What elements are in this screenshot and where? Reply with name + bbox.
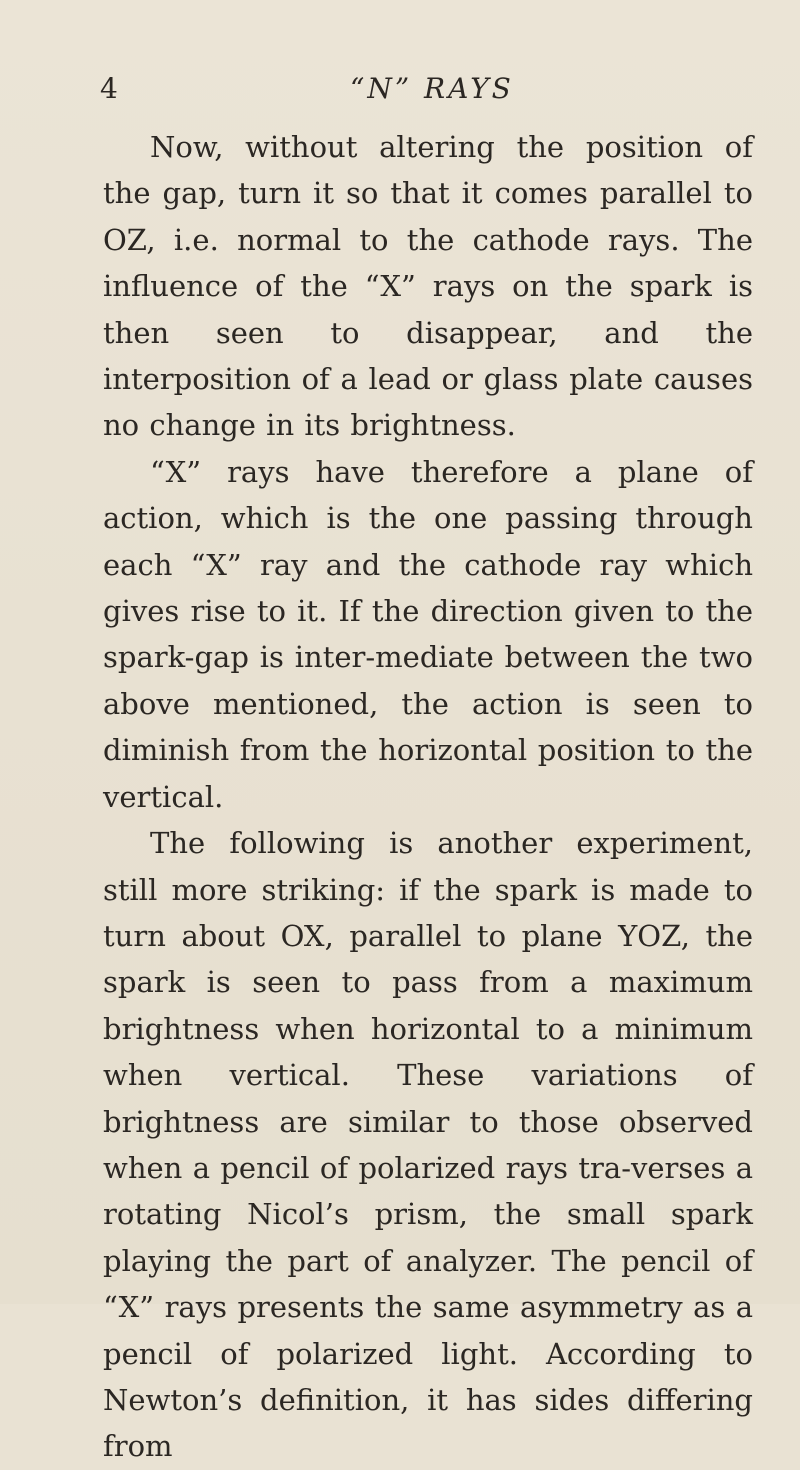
paragraph: The following is another experiment, still more striking: if the spark is made to turn about OX, parallel to plane YOZ, the spark is seen to pass from a maximum brightness when horizontal to a minimum when vertical. These variations of brightness are similar to those observed when a pencil of polarized rays tra-verses a rotating Nicol’s prism, the small spark playing the part of analyzer. The pencil of “X” rays presents the same asymmetry as a pencil of polarized light. According to Newton’s definition, it has sides differing from [103,826,753,1464]
paragraph: Now, without altering the position of the gap, turn it so that it comes parallel to OZ, i.e. normal to the cathode rays. The influence of the “X” rays on the spark is then seen to disappear, and the interposition of a lead or glass plate causes no change in its brightness. [103,130,753,443]
running-head [100,72,800,112]
page-number: 4 [100,72,119,105]
body-text [103,124,753,1470]
running-title: “N” RAYS [350,72,514,105]
paragraph: “X” rays have therefore a plane of action, which is the one passing through each “X” ray and the cathode ray which gives rise to it. If the direction given to the spark-gap is inter-mediate between the two above mentioned, the action is seen to diminish from the horizontal position to the vertical. [103,454,753,814]
